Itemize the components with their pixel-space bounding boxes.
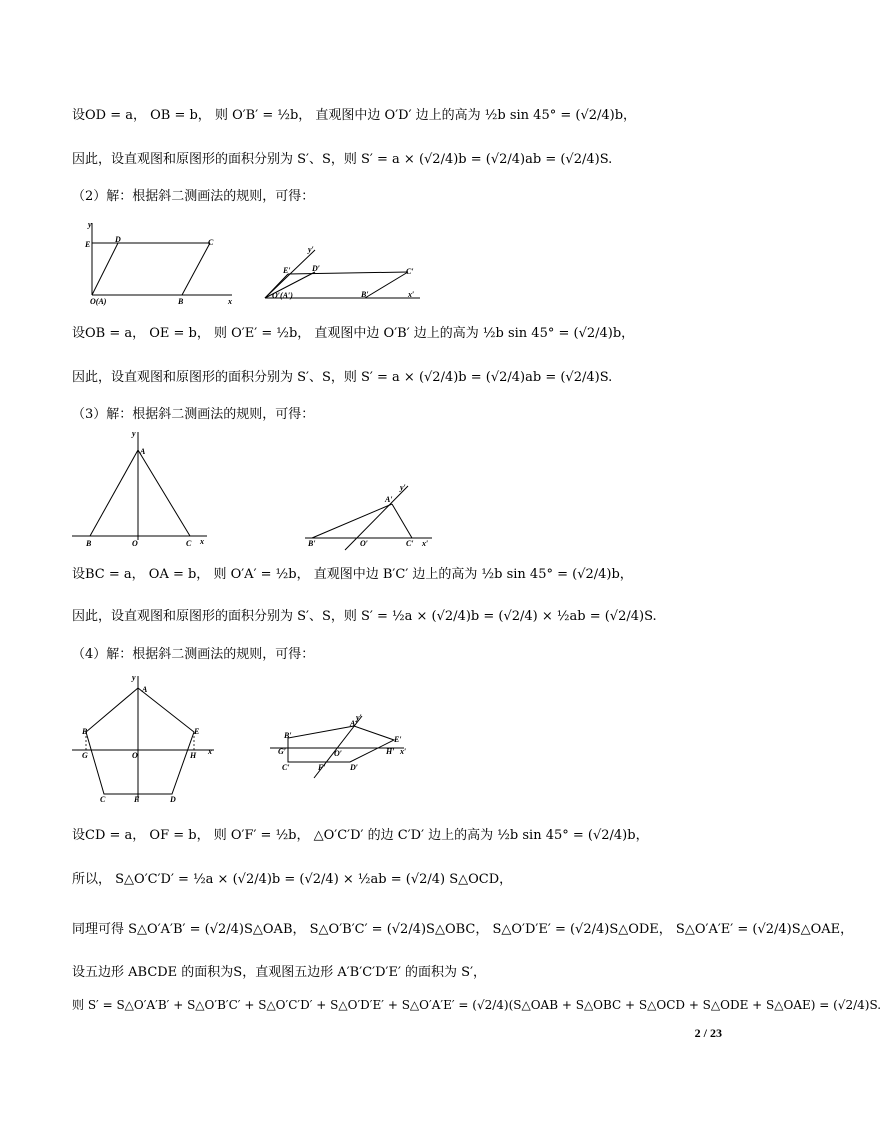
fig3a-label-y: y [132, 429, 136, 438]
fig4a-label-b: B [82, 727, 88, 736]
figure-4-intuitive [262, 710, 412, 780]
fig4b-label-d: D′ [350, 763, 359, 772]
fig4b-label-o: O′ [334, 749, 343, 758]
fig3b-label-a: A′ [385, 495, 393, 504]
fig3b-label-b: B′ [308, 539, 316, 548]
fig4b-label-h: H′ [386, 747, 395, 756]
figure-3-original [72, 428, 212, 550]
fig4a-label-d: D [170, 795, 176, 804]
fig4a-label-g: G [82, 751, 88, 760]
fig3a-label-x: x [200, 537, 204, 546]
fig3b-label-c: C′ [406, 539, 414, 548]
fig4b-label-x: x′ [400, 747, 407, 756]
text-line-8: 因此，设直观图和原图形的面积分别为 S′、S，则 S′ = ½a × (√2/4)b = (√2/4) × ½ab = (√2/4)S. [72, 609, 657, 624]
fig4b-label-e: E′ [394, 735, 402, 744]
fig3a-label-a: A [140, 447, 146, 456]
fig4a-label-x: x [208, 747, 212, 756]
text-line-14: 则 S′ = S△O′A′B′ + S△O′B′C′ + S△O′C′D′ + S△O′D′E′ + S△O′A′E′ = (√2/4)(S△OAB + S△OBC + S△OCD + S△ODE + S△OAE) = (√2/4)S. [72, 998, 881, 1012]
fig2b-label-d: D′ [312, 264, 321, 273]
fig2b-label-x: x′ [408, 290, 415, 299]
figure-3-intuitive [300, 480, 440, 552]
fig3b-label-x: x′ [422, 539, 429, 548]
text-line-9: （4）解：根据斜二测画法的规则，可得： [72, 647, 315, 662]
text-line-6: （3）解：根据斜二测画法的规则，可得： [72, 407, 315, 422]
text-line-3: （2）解：根据斜二测画法的规则，可得： [72, 189, 315, 204]
fig3b-label-o: O′ [360, 539, 369, 548]
figure-4-original [72, 672, 222, 804]
text-line-12: 同理可得 S△O′A′B′ = (√2/4)S△OAB， S△O′B′C′ = (√2/4)S△OBC， S△O′D′E′ = (√2/4)S△ODE， S△O′A′E′ = (√2/4)S△OAE， [72, 922, 854, 937]
fig2b-label-y: y′ [308, 245, 314, 254]
fig2a-label-x: x [228, 297, 232, 306]
text-line-5: 因此，设直观图和原图形的面积分别为 S′、S，则 S′ = a × (√2/4)b = (√2/4)ab = (√2/4)S. [72, 370, 613, 385]
fig2b-label-e: E′ [283, 266, 291, 275]
fig4a-label-y: y [132, 673, 136, 682]
fig4a-label-f: F [134, 795, 140, 804]
fig4b-label-a: A′ [350, 719, 358, 728]
text-line-7: 设BC = a， OA = b， 则 O′A′ = ½b， 直观图中边 B′C′ 边上的高为 ½b sin 45° = (√2/4)b， [72, 567, 633, 582]
fig4a-label-h: H [190, 751, 197, 760]
fig4a-label-o: O [132, 751, 138, 760]
fig4a-label-a: A [142, 685, 148, 694]
fig2b-label-o: O′(A′) [272, 291, 293, 300]
text-line-4: 设OB = a， OE = b， 则 O′E′ = ½b， 直观图中边 O′B′ 边上的高为 ½b sin 45° = (√2/4)b， [72, 326, 635, 341]
page-number: 2 / 23 [694, 1026, 722, 1040]
text-line-10: 设CD = a， OF = b， 则 O′F′ = ½b， △O′C′D′ 的边 C′D′ 边上的高为 ½b sin 45° = (√2/4)b， [72, 828, 649, 843]
fig2a-label-o: O(A) [90, 297, 107, 306]
fig4b-label-g: G′ [278, 747, 287, 756]
fig2a-label-c: C [208, 238, 214, 247]
fig4b-label-b: B′ [284, 731, 292, 740]
fig4a-label-e: E [194, 727, 200, 736]
text-line-13: 设五边形 ABCDE 的面积为S，直观图五边形 A′B′C′D′E′ 的面积为 S′， [72, 965, 487, 980]
text-line-2: 因此，设直观图和原图形的面积分别为 S′、S，则 S′ = a × (√2/4)b = (√2/4)ab = (√2/4)S. [72, 152, 613, 167]
fig2a-label-b: B [178, 297, 184, 306]
fig3a-label-o: O [132, 539, 138, 548]
text-line-11: 所以， S△O′C′D′ = ½a × (√2/4)b = (√2/4) × ½ab = (√2/4) S△OCD， [72, 872, 513, 887]
fig2b-label-b: B′ [361, 290, 369, 299]
fig4b-label-f: F′ [318, 763, 326, 772]
fig3b-label-y: y′ [400, 483, 406, 492]
figure-2-original [82, 215, 242, 305]
fig2a-label-e: E [85, 240, 91, 249]
fig2b-label-c: C′ [406, 267, 414, 276]
fig3a-label-b: B [86, 539, 92, 548]
fig4b-label-y: y′ [356, 713, 362, 722]
fig2a-label-y: y [88, 220, 92, 229]
fig4a-label-c: C [100, 795, 106, 804]
fig4b-label-c: C′ [282, 763, 290, 772]
text-line-1: 设OD = a， OB = b， 则 O′B′ = ½b， 直观图中边 O′D′ 边上的高为 ½b sin 45° = (√2/4)b， [72, 108, 637, 123]
fig2a-label-d: D [115, 235, 121, 244]
fig3a-label-c: C [186, 539, 192, 548]
figure-2-intuitive [260, 240, 430, 305]
